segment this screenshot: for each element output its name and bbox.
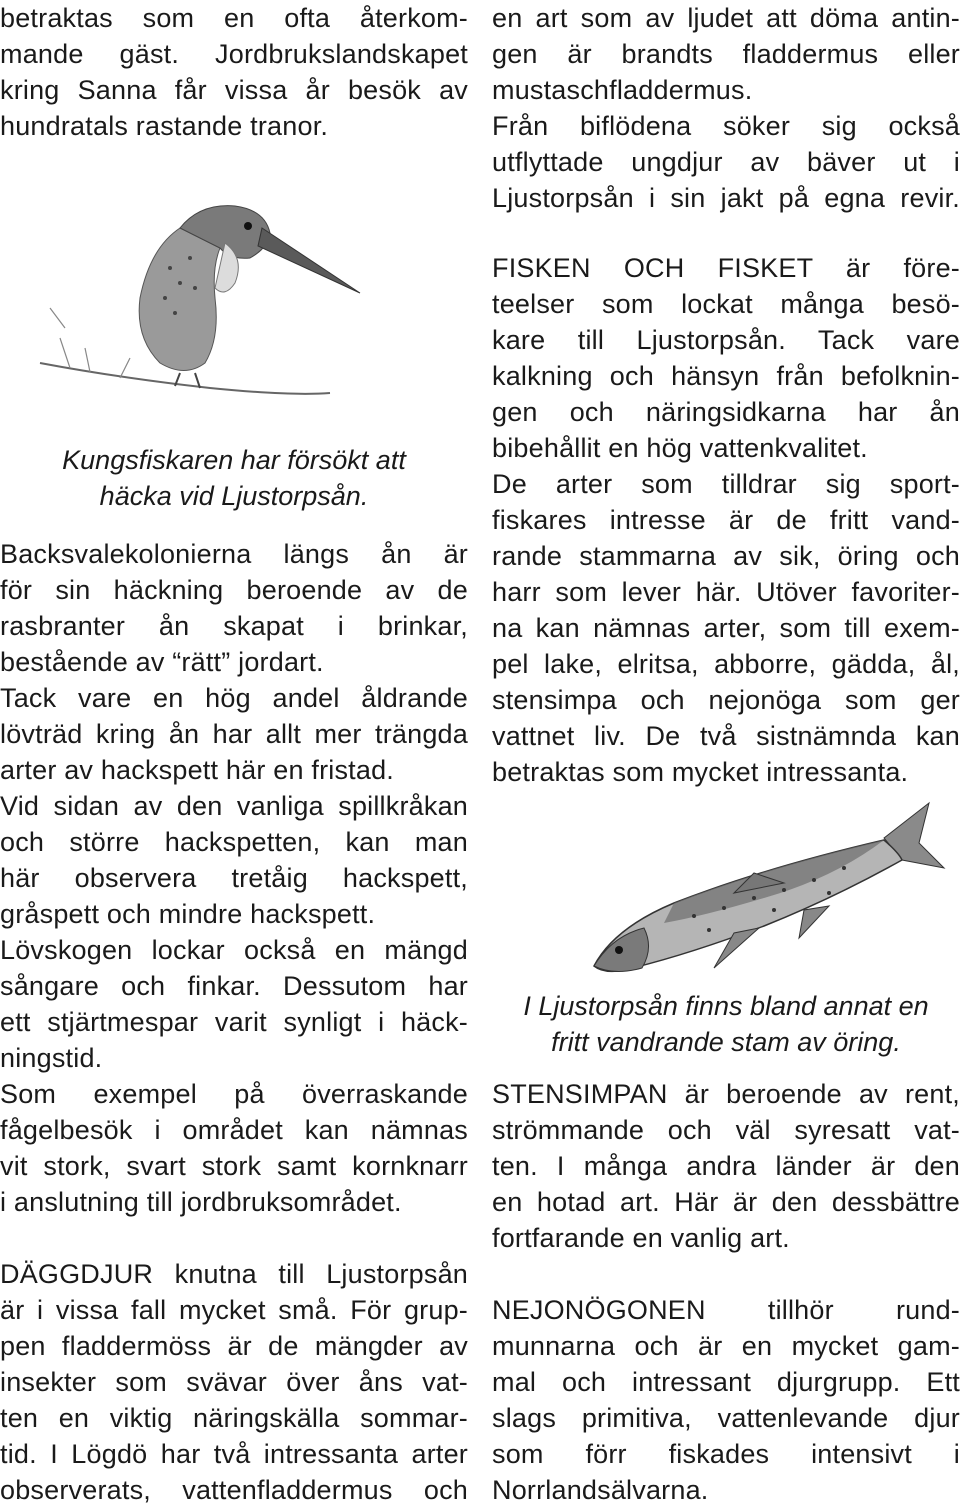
- text-line: ten. I många andra länder är den: [492, 1151, 960, 1181]
- text-line: en art som av ljudet att döma antin-: [492, 3, 960, 33]
- text-line: slags primitiva, vattenlevande djur: [492, 1403, 960, 1433]
- text-line: och större hackspetten, kan man: [0, 827, 468, 857]
- text-line: Lövskogen lockar också en mängd: [0, 935, 468, 965]
- text-line: ten en viktig näringskälla sommar-: [0, 1403, 468, 1433]
- caption-line: häcka vid Ljustorpsån.: [99, 481, 369, 511]
- text-line: stensimpa och nejonöga som ger: [492, 685, 960, 715]
- text-line: utflyttade ungdjur av bäver ut i: [492, 147, 960, 177]
- text-line: Backsvalekolonierna längs ån är: [0, 539, 468, 569]
- text-line: mande gäst. Jordbrukslandskapet: [0, 39, 468, 69]
- text-line: harr som lever här. Utöver favoriter-: [492, 577, 960, 607]
- trout-illustration: [584, 798, 954, 978]
- text-line: Ljustorpsån i sin jakt på egna revir.: [492, 183, 960, 213]
- text-line: Som exempel på överraskande: [0, 1079, 468, 1109]
- text-line: na kan nämnas arter, som till exem-: [492, 613, 960, 643]
- text-line: mustaschfladdermus.: [492, 75, 753, 105]
- text-line: observerats, vattenfladdermus och: [0, 1475, 468, 1505]
- text-line: Tack vare en hög andel åldrande: [0, 683, 468, 713]
- text-line: som förr fiskades intensivt i: [492, 1439, 960, 1469]
- text-line: rande stammarna av sik, öring och: [492, 541, 960, 571]
- text-line: i anslutning till jordbruksområdet.: [0, 1187, 402, 1217]
- text-line: för sin häckning beroende av de: [0, 575, 468, 605]
- text-line: bibehållit en hög vattenkvalitet.: [492, 433, 868, 463]
- text-line: kare till Ljustorpsån. Tack vare: [492, 325, 960, 355]
- text-line: ett stjärtmespar varit synligt i häck-: [0, 1007, 468, 1037]
- caption-line: I Ljustorpsån finns bland annat en: [523, 991, 929, 1021]
- text-line: gen är brandts fladdermus eller: [492, 39, 960, 69]
- text-line: är i vissa fall mycket små. För grup-: [0, 1295, 468, 1325]
- text-line: här observera tretåig hackspett,: [0, 863, 468, 893]
- text-line: vattnet liv. De två sistnämnda kan: [492, 721, 960, 751]
- text-line: fortfarande en vanlig art.: [492, 1223, 790, 1253]
- text-line: bestående av “rätt” jordart.: [0, 647, 324, 677]
- text-line: insekter som svävar över åns vat-: [0, 1367, 468, 1397]
- text-line: fiskares intresse är de fritt vand-: [492, 505, 960, 535]
- caption-line: fritt vandrande stam av öring.: [551, 1027, 901, 1057]
- text-line: gen och näringsidkarna har ån: [492, 397, 960, 427]
- text-line: NEJONÖGONEN tillhör rund-: [492, 1295, 960, 1325]
- text-line: lövträd kring ån har allt mer trängda: [0, 719, 468, 749]
- text-line: betraktas som mycket intressanta.: [492, 757, 909, 787]
- text-line: fågelbesök i området kan nämnas: [0, 1115, 468, 1145]
- text-line: De arter som tilldrar sig sport-: [492, 469, 960, 499]
- text-line: teelser som lockat många besö-: [492, 289, 960, 319]
- text-line: Norrlandsälvarna.: [492, 1475, 709, 1505]
- text-line: munnarna och är en mycket gam-: [492, 1331, 960, 1361]
- text-line: pen fladdermöss är de mängder av: [0, 1331, 468, 1361]
- text-line: STENSIMPAN är beroende av rent,: [492, 1079, 960, 1109]
- text-line: ningstid.: [0, 1043, 103, 1073]
- text-line: Från biflödena söker sig också: [492, 111, 960, 141]
- text-line: strömmande och väl syresatt vat-: [492, 1115, 960, 1145]
- text-line: kalkning och hänsyn från befolknin-: [492, 361, 960, 391]
- text-line: kring Sanna får vissa år besök av: [0, 75, 468, 105]
- text-line: rasbranter ån skapat i brinkar,: [0, 611, 468, 641]
- caption-line: Kungsfiskaren har försökt att: [62, 445, 406, 475]
- text-line: gråspett och mindre hackspett.: [0, 899, 376, 929]
- text-line: betraktas som en ofta återkom-: [0, 3, 468, 33]
- text-line: pel lake, elritsa, abborre, gädda, ål,: [492, 649, 960, 679]
- text-line: Vid sidan av den vanliga spillkråkan: [0, 791, 468, 821]
- text-line: arter av hackspett här en fristad.: [0, 755, 394, 785]
- text-line: DÄGGDJUR knutna till Ljustorpsån: [0, 1259, 468, 1289]
- text-line: tid. I Lögdö har två intressanta arter: [0, 1439, 468, 1469]
- text-line: mal och intressant djurgrupp. Ett: [492, 1367, 960, 1397]
- kingfisher-illustration: [30, 188, 390, 428]
- text-line: en hotad art. Här är den dessbättre: [492, 1187, 960, 1217]
- text-line: hundratals rastande tranor.: [0, 111, 329, 141]
- text-line: vit stork, svart stork samt kornknarr: [0, 1151, 468, 1181]
- text-line: sångare och finkar. Dessutom har: [0, 971, 468, 1001]
- text-line: FISKEN OCH FISKET är före-: [492, 253, 960, 283]
